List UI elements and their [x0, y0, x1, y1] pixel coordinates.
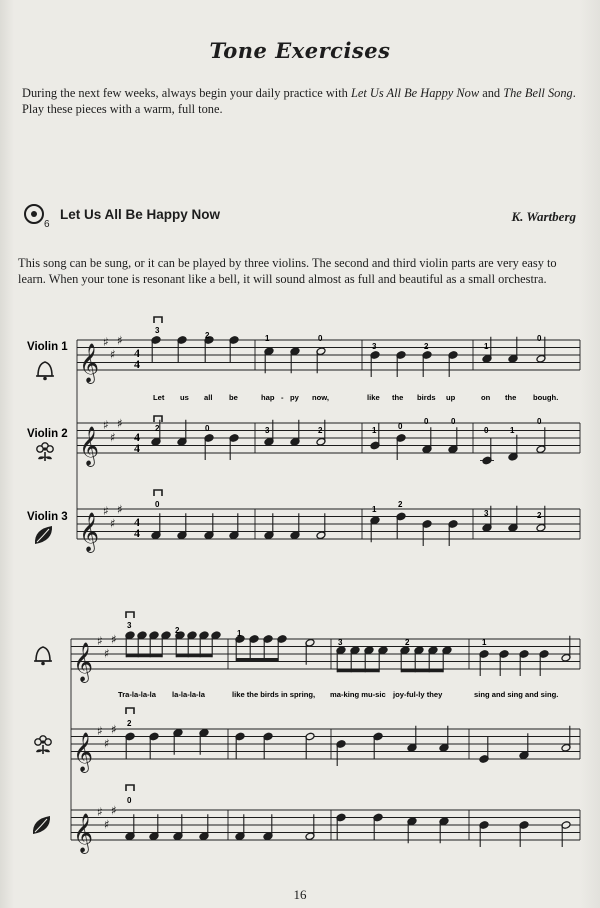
lyric: la-la-la-la — [172, 690, 205, 699]
sharp-sign: ♯ — [111, 722, 117, 737]
composer: K. Wartberg — [511, 209, 576, 224]
down-bow-mark — [154, 490, 162, 496]
fingering: 0 — [537, 334, 542, 343]
lyric: - — [281, 393, 284, 402]
time-signature-top: 4 — [134, 430, 140, 444]
intro-text-1: During the next few weeks, always begin your daily practice with — [22, 86, 351, 100]
down-bow-mark — [126, 612, 134, 618]
fingering: 1 — [484, 342, 489, 351]
fingering: 0 — [318, 334, 323, 343]
down-bow-mark — [126, 785, 134, 791]
fingering: 2 — [318, 426, 323, 435]
lyrics-system-2 — [118, 690, 558, 699]
lyrics-system-1 — [153, 393, 558, 402]
bell-icon — [34, 647, 52, 665]
lyric: like — [367, 393, 380, 402]
lyric: joy-ful-ly they — [393, 690, 443, 699]
fingering: 2 — [175, 626, 180, 635]
lyric: birds — [417, 393, 436, 402]
lyric: the — [505, 393, 517, 402]
intro-song-1: Let Us All Be Happy Now — [350, 86, 480, 100]
sharp-sign: ♯ — [110, 347, 116, 362]
intro-text-3: . Play these pieces with a warm, full tone. — [22, 86, 576, 116]
fingering: 1 — [482, 638, 487, 647]
page-number: 16 — [293, 887, 307, 902]
lyric: sing and sing and sing. — [474, 690, 559, 699]
page-title: Tone Exercises — [209, 38, 391, 63]
beam — [236, 658, 278, 661]
treble-clef: 𝄞 — [73, 813, 94, 853]
lyric: ma-king mu-sic — [330, 690, 386, 699]
fingering: 3 — [338, 638, 343, 647]
lyric: all — [204, 393, 213, 402]
bell-icon — [36, 362, 54, 380]
intro-text-2: and — [479, 86, 504, 100]
lyric: be — [229, 393, 238, 402]
lyric: up — [446, 393, 456, 402]
treble-clef: 𝄞 — [79, 343, 100, 383]
beam — [401, 669, 443, 672]
sharp-sign: ♯ — [110, 516, 116, 531]
intro-paragraph — [22, 85, 588, 117]
fingering: 0 — [155, 500, 160, 509]
lyric: Let — [153, 393, 165, 402]
sharp-sign: ♯ — [110, 430, 116, 445]
lyric: like the birds in spring, — [232, 690, 316, 699]
fingering: 2 — [405, 638, 410, 647]
fingering: 0 — [205, 424, 210, 433]
fingering: 2 — [127, 719, 132, 728]
time-signature-bottom: 4 — [134, 441, 140, 455]
sharp-sign: ♯ — [104, 736, 110, 751]
lyric: us — [180, 393, 189, 402]
fingering: 1 — [372, 505, 377, 514]
down-bow-mark — [126, 708, 134, 714]
intro-song-2: The Bell Song — [503, 86, 573, 100]
lyric: now, — [312, 393, 330, 402]
sharp-sign: ♯ — [97, 805, 103, 819]
leaf-icon — [33, 816, 50, 834]
sharp-sign: ♯ — [117, 502, 123, 517]
beam — [126, 654, 162, 657]
track-number: 6 — [44, 219, 50, 230]
fingering: 3 — [484, 509, 489, 518]
fingering: 0 — [451, 417, 456, 426]
part-label-violin-2: Violin 2 — [27, 428, 68, 440]
time-signature-top: 4 — [134, 346, 140, 360]
fingering: 0 — [484, 426, 489, 435]
time-signature-bottom: 4 — [134, 357, 140, 371]
beam — [337, 669, 379, 672]
fingering: 0 — [537, 417, 542, 426]
song-title: Let Us All Be Happy Now — [60, 207, 221, 222]
fingering: 1 — [372, 426, 377, 435]
fingering: 1 — [265, 334, 270, 343]
sharp-sign: ♯ — [103, 335, 109, 349]
lyric: py — [290, 393, 299, 402]
leaf-icon — [35, 526, 52, 544]
treble-clef: 𝄞 — [79, 426, 100, 466]
fingering: 2 — [205, 331, 210, 340]
fingering: 3 — [265, 426, 270, 435]
lyric: hap — [261, 393, 275, 402]
treble-clef: 𝄞 — [73, 732, 94, 772]
sharp-sign: ♯ — [111, 632, 117, 647]
sharp-sign: ♯ — [103, 418, 109, 432]
lyric: Tra-la-la-la — [118, 690, 156, 699]
fingering: 3 — [155, 326, 160, 335]
sharp-sign: ♯ — [104, 646, 110, 661]
down-bow-mark — [154, 416, 162, 422]
lyric: on — [481, 393, 491, 402]
time-signature-bottom: 4 — [134, 526, 140, 540]
part-label-violin-3: Violin 3 — [27, 511, 68, 523]
fingerings-violin-2 — [155, 417, 542, 435]
flower-icon — [35, 736, 51, 754]
sharp-sign: ♯ — [111, 803, 117, 818]
sharp-sign: ♯ — [117, 333, 123, 348]
fingering: 2 — [155, 424, 160, 433]
flower-icon — [37, 443, 53, 461]
lyric: the — [392, 393, 404, 402]
treble-clef: 𝄞 — [79, 512, 100, 552]
fingering: 2 — [424, 342, 429, 351]
lyric: bough. — [533, 393, 559, 402]
sharp-sign: ♯ — [103, 504, 109, 518]
time-signature-top: 4 — [134, 515, 140, 529]
sharp-sign: ♯ — [97, 634, 103, 648]
fingering: 2 — [537, 511, 542, 520]
down-bow-mark — [154, 317, 162, 323]
sharp-sign: ♯ — [97, 724, 103, 738]
fingering: 0 — [424, 417, 429, 426]
fingering: 1 — [237, 629, 242, 638]
fingering: 1 — [510, 426, 515, 435]
fingering: 3 — [127, 621, 132, 630]
fingering: 2 — [398, 500, 403, 509]
beam — [176, 654, 212, 657]
sharp-sign: ♯ — [117, 416, 123, 431]
cd-icon — [24, 204, 44, 224]
sharp-sign: ♯ — [104, 817, 110, 832]
fingering: 3 — [372, 342, 377, 351]
treble-clef: 𝄞 — [73, 642, 94, 682]
fingering: 0 — [127, 796, 132, 805]
fingering: 0 — [398, 422, 403, 431]
part-label-violin-1: Violin 1 — [27, 341, 68, 353]
song-description: This song can be sung, or it can be played by three violins. The second and third violin parts are very easy to learn. When your tone is resonant like a bell, it will sound almost as full and beautiful as a small orchestra. — [18, 256, 557, 286]
